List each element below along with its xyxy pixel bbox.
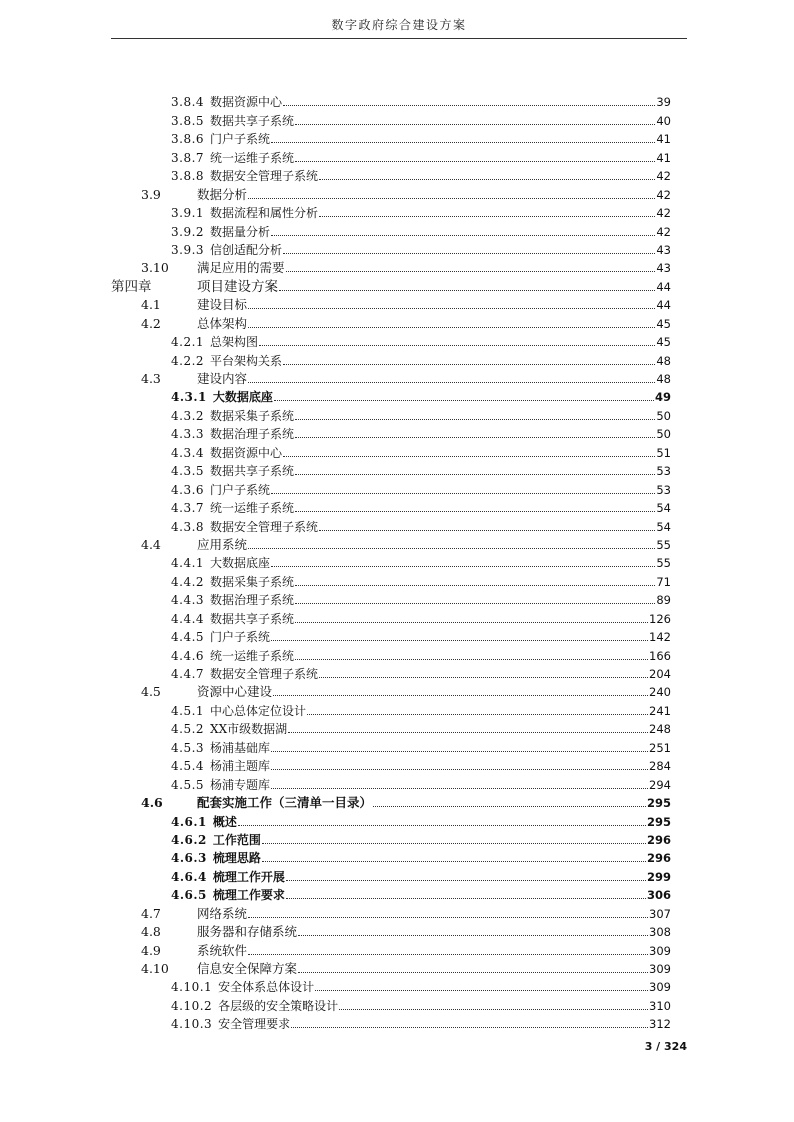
toc-entry-page: 309	[649, 962, 671, 976]
toc-dot-leader	[248, 327, 655, 328]
toc-entry-title: 总体架构	[197, 315, 248, 331]
toc-entry-page: 309	[649, 980, 671, 995]
toc-dot-leader	[279, 290, 655, 291]
toc-entry[interactable]	[111, 92, 671, 110]
toc-entry-title: 数据安全管理子系统	[210, 169, 319, 184]
page-current: 3	[644, 1040, 653, 1053]
toc-entry-number: 4.10	[141, 961, 169, 976]
page-total: 324	[664, 1040, 687, 1053]
toc-entry-title: 数据采集子系统	[210, 574, 295, 589]
toc-dot-leader	[271, 751, 648, 752]
toc-entry-number: 3.8.5	[171, 113, 205, 128]
toc-entry[interactable]	[111, 995, 671, 1013]
toc-dot-leader	[295, 585, 655, 586]
toc-entry-number: 4.10.2	[171, 998, 213, 1013]
toc-dot-leader	[273, 695, 648, 696]
toc-entry-title: 概述	[212, 814, 237, 829]
toc-dot-leader	[286, 898, 646, 899]
toc-entry[interactable]	[111, 442, 671, 460]
toc-entry-page: 55	[656, 537, 671, 552]
toc-dot-leader	[248, 954, 648, 955]
toc-entry-title: 数据共享子系统	[210, 464, 295, 479]
toc-entry-title: 数据共享子系统	[210, 611, 295, 626]
toc-entry[interactable]	[111, 793, 671, 811]
toc-entry-title: 应用系统	[197, 536, 248, 552]
toc-entry-page: 48	[656, 353, 671, 368]
toc-entry-page: 41	[656, 132, 671, 147]
toc-dot-leader	[291, 1027, 648, 1028]
toc-entry[interactable]	[111, 276, 671, 294]
toc-entry[interactable]	[111, 645, 671, 663]
toc-entry-number: 4.6.4	[171, 869, 207, 884]
toc-entry-title: 平台架构关系	[210, 353, 283, 368]
toc-entry-title: 数据共享子系统	[210, 113, 295, 128]
toc-dot-leader	[262, 861, 646, 862]
toc-entry-number: 4.5	[141, 684, 161, 700]
toc-entry-page: 43	[656, 242, 671, 257]
toc-entry[interactable]	[111, 129, 671, 147]
toc-entry-page: 204	[649, 667, 671, 681]
toc-entry[interactable]	[111, 774, 671, 792]
toc-entry-title: 统一运维子系统	[210, 150, 295, 165]
toc-dot-leader	[283, 456, 655, 457]
toc-entry-number: 4.3.3	[171, 427, 205, 442]
toc-dot-leader	[339, 1009, 648, 1010]
toc-entry-page: 240	[649, 685, 671, 700]
toc-entry[interactable]	[111, 405, 671, 423]
toc-dot-leader	[295, 419, 655, 420]
toc-dot-leader	[295, 622, 648, 623]
toc-entry-number: 4.6.1	[171, 814, 207, 829]
toc-entry-title: 信创适配分析	[210, 242, 283, 257]
toc-entry-title: 门户子系统	[210, 630, 271, 645]
toc-entry[interactable]	[111, 350, 671, 368]
toc-dot-leader	[271, 142, 655, 143]
toc-entry[interactable]	[111, 903, 671, 921]
toc-entry-page: 89	[656, 593, 671, 608]
toc-entry-number: 3.8.6	[171, 132, 205, 147]
toc-entry-number: 4.10.3	[171, 1017, 213, 1032]
toc-entry-page: 54	[656, 501, 671, 516]
page-separator: /	[652, 1040, 665, 1053]
toc-entry-title: 系统软件	[197, 942, 248, 958]
toc-entry-title: 服务器和存储系统	[197, 924, 298, 940]
toc-entry-title: 门户子系统	[210, 482, 271, 497]
toc-entry[interactable]	[111, 369, 671, 387]
toc-entry-number: 4.3.1	[171, 390, 207, 405]
toc-entry[interactable]	[111, 866, 671, 884]
toc-dot-leader	[295, 603, 655, 604]
toc-entry-number: 4.2.1	[171, 335, 205, 350]
toc-dot-leader	[298, 972, 648, 973]
toc-entry-page: 296	[646, 832, 671, 847]
toc-entry-page: 307	[649, 906, 671, 921]
toc-entry-page: 126	[649, 611, 671, 626]
toc-dot-leader	[373, 806, 646, 807]
toc-entry-page: 48	[656, 372, 671, 386]
toc-entry-number: 4.3.4	[171, 445, 205, 460]
toc-entry[interactable]	[111, 682, 671, 700]
toc-entry-title: 统一运维子系统	[210, 501, 295, 516]
toc-entry-number: 4.7	[141, 905, 161, 921]
page-header-title: 数字政府综合建设方案	[331, 18, 467, 32]
toc-dot-leader	[295, 437, 655, 438]
toc-entry-number: 4.4.4	[171, 611, 205, 626]
toc-entry-page: 40	[656, 113, 671, 128]
toc-entry-title: 数据资源中心	[210, 95, 283, 110]
toc-entry-title: 数据安全管理子系统	[210, 667, 319, 681]
toc-entry[interactable]	[111, 535, 671, 553]
toc-dot-leader	[271, 769, 648, 770]
toc-entry-page: 49	[654, 390, 671, 405]
toc-entry-number: 3.8.8	[171, 169, 205, 184]
toc-entry-number: 4.10.1	[171, 980, 213, 995]
toc-entry[interactable]	[111, 885, 671, 903]
toc-entry[interactable]	[111, 590, 671, 608]
toc-entry-title: 总架构图	[210, 335, 259, 350]
toc-entry-title: 数据安全管理子系统	[210, 519, 319, 534]
toc-entry[interactable]	[111, 1014, 671, 1032]
toc-entry-number: 4.2	[141, 315, 161, 331]
toc-dot-leader	[271, 493, 655, 494]
toc-entry-number: 3.9.2	[171, 224, 205, 239]
toc-entry[interactable]	[111, 498, 671, 516]
toc-entry-page: 45	[656, 335, 671, 350]
toc-entry-page: 44	[656, 298, 671, 313]
toc-dot-leader	[295, 124, 655, 125]
toc-entry-title: 数据流程和属性分析	[210, 206, 319, 221]
toc-dot-leader	[271, 566, 655, 567]
toc-entry-title: 数据治理子系统	[210, 427, 295, 442]
toc-dot-leader	[307, 714, 648, 715]
toc-entry-page: 312	[649, 1017, 671, 1032]
toc-entry-title: 中心总体定位设计	[210, 703, 307, 718]
toc-entry-title: 大数据底座	[212, 390, 273, 405]
toc-entry-title: 数据治理子系统	[210, 593, 295, 608]
toc-entry-page: 51	[656, 445, 671, 460]
toc-entry-title: 建设目标	[197, 297, 248, 313]
toc-entry-page: 166	[649, 648, 671, 663]
toc-entry-page: 41	[656, 150, 671, 165]
toc-dot-leader	[271, 640, 648, 641]
toc-entry-page: 294	[649, 777, 671, 792]
toc-entry-number: 4.3.8	[171, 519, 205, 534]
toc-entry-number: 4.3.6	[171, 482, 205, 497]
toc-entry-title: 梳理思路	[212, 851, 261, 866]
toc-entry-title: 满足应用的需要	[197, 260, 285, 276]
toc-entry[interactable]	[111, 203, 671, 221]
toc-entry-number: 4.6.2	[171, 832, 207, 847]
toc-entry[interactable]	[111, 313, 671, 331]
toc-dot-leader	[286, 271, 656, 272]
toc-entry-title: 杨浦基础库	[210, 740, 271, 755]
toc-entry[interactable]	[111, 240, 671, 258]
toc-entry[interactable]	[111, 479, 671, 497]
toc-dot-leader	[262, 843, 646, 844]
toc-entry-title: 安全体系总体设计	[218, 980, 315, 995]
toc-entry-number: 4.4.6	[171, 648, 205, 663]
toc-entry[interactable]	[111, 664, 671, 682]
toc-entry[interactable]	[111, 737, 671, 755]
toc-entry-title: 项目建设方案	[197, 278, 278, 295]
toc-entry-number: 4.4	[141, 536, 161, 552]
toc-entry-page: 42	[656, 224, 671, 239]
toc-entry-number: 4.4.3	[171, 593, 205, 608]
toc-dot-leader	[295, 161, 655, 162]
toc-entry[interactable]	[111, 516, 671, 534]
toc-entry[interactable]	[111, 940, 671, 958]
toc-entry-title: 梳理工作开展	[212, 869, 285, 884]
toc-entry[interactable]	[111, 166, 671, 184]
toc-dot-leader	[283, 364, 655, 365]
toc-entry-title: 配套实施工作（三清单一目录）	[197, 795, 373, 811]
toc-entry-number: 4.9	[141, 942, 161, 958]
toc-entry-number: 4.4.5	[171, 630, 205, 645]
toc-entry-number: 4.5.3	[171, 740, 205, 755]
toc-entry-page: 299	[646, 869, 671, 884]
toc-entry-page: 55	[656, 556, 671, 571]
toc-entry-page: 39	[656, 95, 671, 110]
toc-entry-number: 4.3.7	[171, 501, 205, 516]
toc-entry-title: XX市级数据湖	[210, 722, 288, 737]
toc-entry[interactable]	[111, 848, 671, 866]
toc-entry-number: 4.4.2	[171, 574, 205, 589]
toc-entry-title: 数据分析	[197, 186, 248, 202]
toc-entry-number: 4.6.3	[171, 851, 207, 866]
toc-entry-number: 3.10	[141, 260, 169, 276]
toc-entry-title: 各层级的安全策略设计	[218, 998, 339, 1013]
toc-entry-number: 4.2.2	[171, 353, 205, 368]
toc-dot-leader	[248, 917, 648, 918]
toc-entry[interactable]	[111, 627, 671, 645]
toc-entry[interactable]	[111, 258, 671, 276]
toc-entry-page: 42	[656, 169, 671, 184]
toc-entry-page: 142	[649, 630, 671, 645]
toc-entry-title: 统一运维子系统	[210, 648, 295, 663]
toc-entry-number: 4.4.7	[171, 667, 205, 681]
toc-dot-leader	[295, 511, 655, 512]
toc-entry-title: 杨浦专题库	[210, 777, 271, 792]
toc-entry-page: 53	[656, 482, 671, 497]
toc-entry-page: 306	[646, 888, 671, 903]
toc-entry[interactable]	[111, 424, 671, 442]
toc-entry-title: 大数据底座	[210, 556, 271, 571]
toc-entry-number: 4.8	[141, 924, 161, 940]
toc-entry-title: 数据量分析	[210, 224, 271, 239]
toc-dot-leader	[248, 198, 655, 199]
toc-entry-page: 241	[649, 703, 671, 718]
page-number	[645, 1040, 687, 1053]
toc-entry[interactable]	[111, 977, 671, 995]
toc-entry-number: 4.3	[141, 371, 161, 386]
toc-entry-page: 54	[656, 519, 671, 534]
header-divider	[111, 38, 687, 39]
toc-dot-leader	[286, 880, 646, 881]
toc-dot-leader	[295, 659, 648, 660]
toc-entry[interactable]	[111, 571, 671, 589]
toc-dot-leader	[248, 308, 655, 309]
toc-entry-title: 网络系统	[197, 905, 248, 921]
toc-entry[interactable]	[111, 756, 671, 774]
toc-dot-leader	[238, 825, 646, 826]
toc-entry-number: 4.4.1	[171, 556, 205, 571]
toc-entry-page: 71	[656, 574, 671, 589]
toc-dot-leader	[248, 382, 655, 383]
toc-dot-leader	[288, 732, 648, 733]
toc-entry-number: 4.5.5	[171, 777, 205, 792]
toc-entry[interactable]	[111, 719, 671, 737]
toc-dot-leader	[271, 235, 655, 236]
toc-entry[interactable]	[111, 332, 671, 350]
toc-entry-title: 资源中心建设	[197, 684, 273, 700]
toc-entry[interactable]	[111, 387, 671, 405]
toc-entry-number: 3.9.3	[171, 242, 205, 257]
toc-entry-title: 安全管理要求	[218, 1017, 291, 1032]
toc-entry-page: 284	[649, 759, 671, 774]
toc-entry-number: 4.1	[141, 297, 161, 313]
toc-entry-page: 309	[649, 943, 671, 958]
toc-dot-leader	[283, 105, 655, 106]
toc-entry[interactable]	[111, 221, 671, 239]
toc-entry-number: 3.8.4	[171, 95, 205, 110]
toc-entry-page: 251	[649, 740, 671, 755]
toc-entry-title: 门户子系统	[210, 132, 271, 147]
toc-entry-page: 53	[656, 464, 671, 479]
toc-entry-title: 数据采集子系统	[210, 408, 295, 423]
toc-entry-page: 50	[656, 408, 671, 423]
toc-entry[interactable]	[111, 811, 671, 829]
toc-entry-page: 295	[646, 814, 671, 829]
toc-entry-number: 3.8.7	[171, 150, 205, 165]
toc-dot-leader	[283, 253, 655, 254]
toc-entry-number: 3.9.1	[171, 206, 205, 221]
toc-dot-leader	[295, 474, 655, 475]
toc-entry-number: 4.5.2	[171, 722, 205, 737]
toc-entry[interactable]	[111, 959, 671, 977]
toc-entry-title: 数据资源中心	[210, 445, 283, 460]
toc-dot-leader	[248, 548, 655, 549]
table-of-contents	[111, 92, 671, 1032]
toc-entry-title: 梳理工作要求	[212, 888, 285, 903]
toc-dot-leader	[319, 179, 655, 180]
toc-entry-page: 310	[649, 998, 671, 1013]
toc-entry-title: 建设内容	[197, 371, 248, 386]
toc-entry-number: 4.3.5	[171, 464, 205, 479]
toc-dot-leader	[274, 400, 654, 401]
toc-entry-page: 50	[656, 427, 671, 442]
toc-entry-page: 248	[649, 722, 671, 737]
toc-entry[interactable]	[111, 295, 671, 313]
toc-entry[interactable]	[111, 461, 671, 479]
toc-entry[interactable]	[111, 608, 671, 626]
toc-entry-number: 第四章	[111, 278, 152, 295]
toc-entry[interactable]	[111, 110, 671, 128]
toc-entry-number: 3.9	[141, 186, 161, 202]
toc-entry[interactable]	[111, 922, 671, 940]
toc-entry[interactable]	[111, 147, 671, 165]
toc-entry[interactable]	[111, 184, 671, 202]
toc-dot-leader	[271, 788, 648, 789]
toc-dot-leader	[319, 677, 648, 678]
toc-entry[interactable]	[111, 830, 671, 848]
toc-entry-page: 43	[656, 261, 671, 276]
toc-dot-leader	[298, 935, 648, 936]
toc-entry-title: 工作范围	[212, 832, 261, 847]
toc-entry-number: 4.5.1	[171, 703, 205, 718]
toc-entry-page: 42	[656, 206, 671, 221]
toc-dot-leader	[259, 345, 655, 346]
toc-entry-title: 杨浦主题库	[210, 759, 271, 774]
toc-entry-page: 308	[649, 925, 671, 940]
toc-entry-page: 296	[646, 851, 671, 866]
toc-dot-leader	[319, 216, 655, 217]
toc-entry[interactable]	[111, 553, 671, 571]
toc-entry-number: 4.5.4	[171, 759, 205, 774]
toc-entry-page: 42	[656, 187, 671, 202]
toc-dot-leader	[319, 530, 655, 531]
toc-entry-number: 4.6.5	[171, 888, 207, 903]
toc-entry-page: 44	[656, 279, 671, 294]
toc-entry-page: 295	[646, 796, 671, 811]
toc-entry-page: 45	[656, 316, 671, 331]
toc-entry-number: 4.3.2	[171, 408, 205, 423]
toc-entry[interactable]	[111, 700, 671, 718]
toc-dot-leader	[315, 990, 648, 991]
toc-entry-number: 4.6	[141, 795, 163, 811]
toc-entry-title: 信息安全保障方案	[197, 961, 298, 976]
